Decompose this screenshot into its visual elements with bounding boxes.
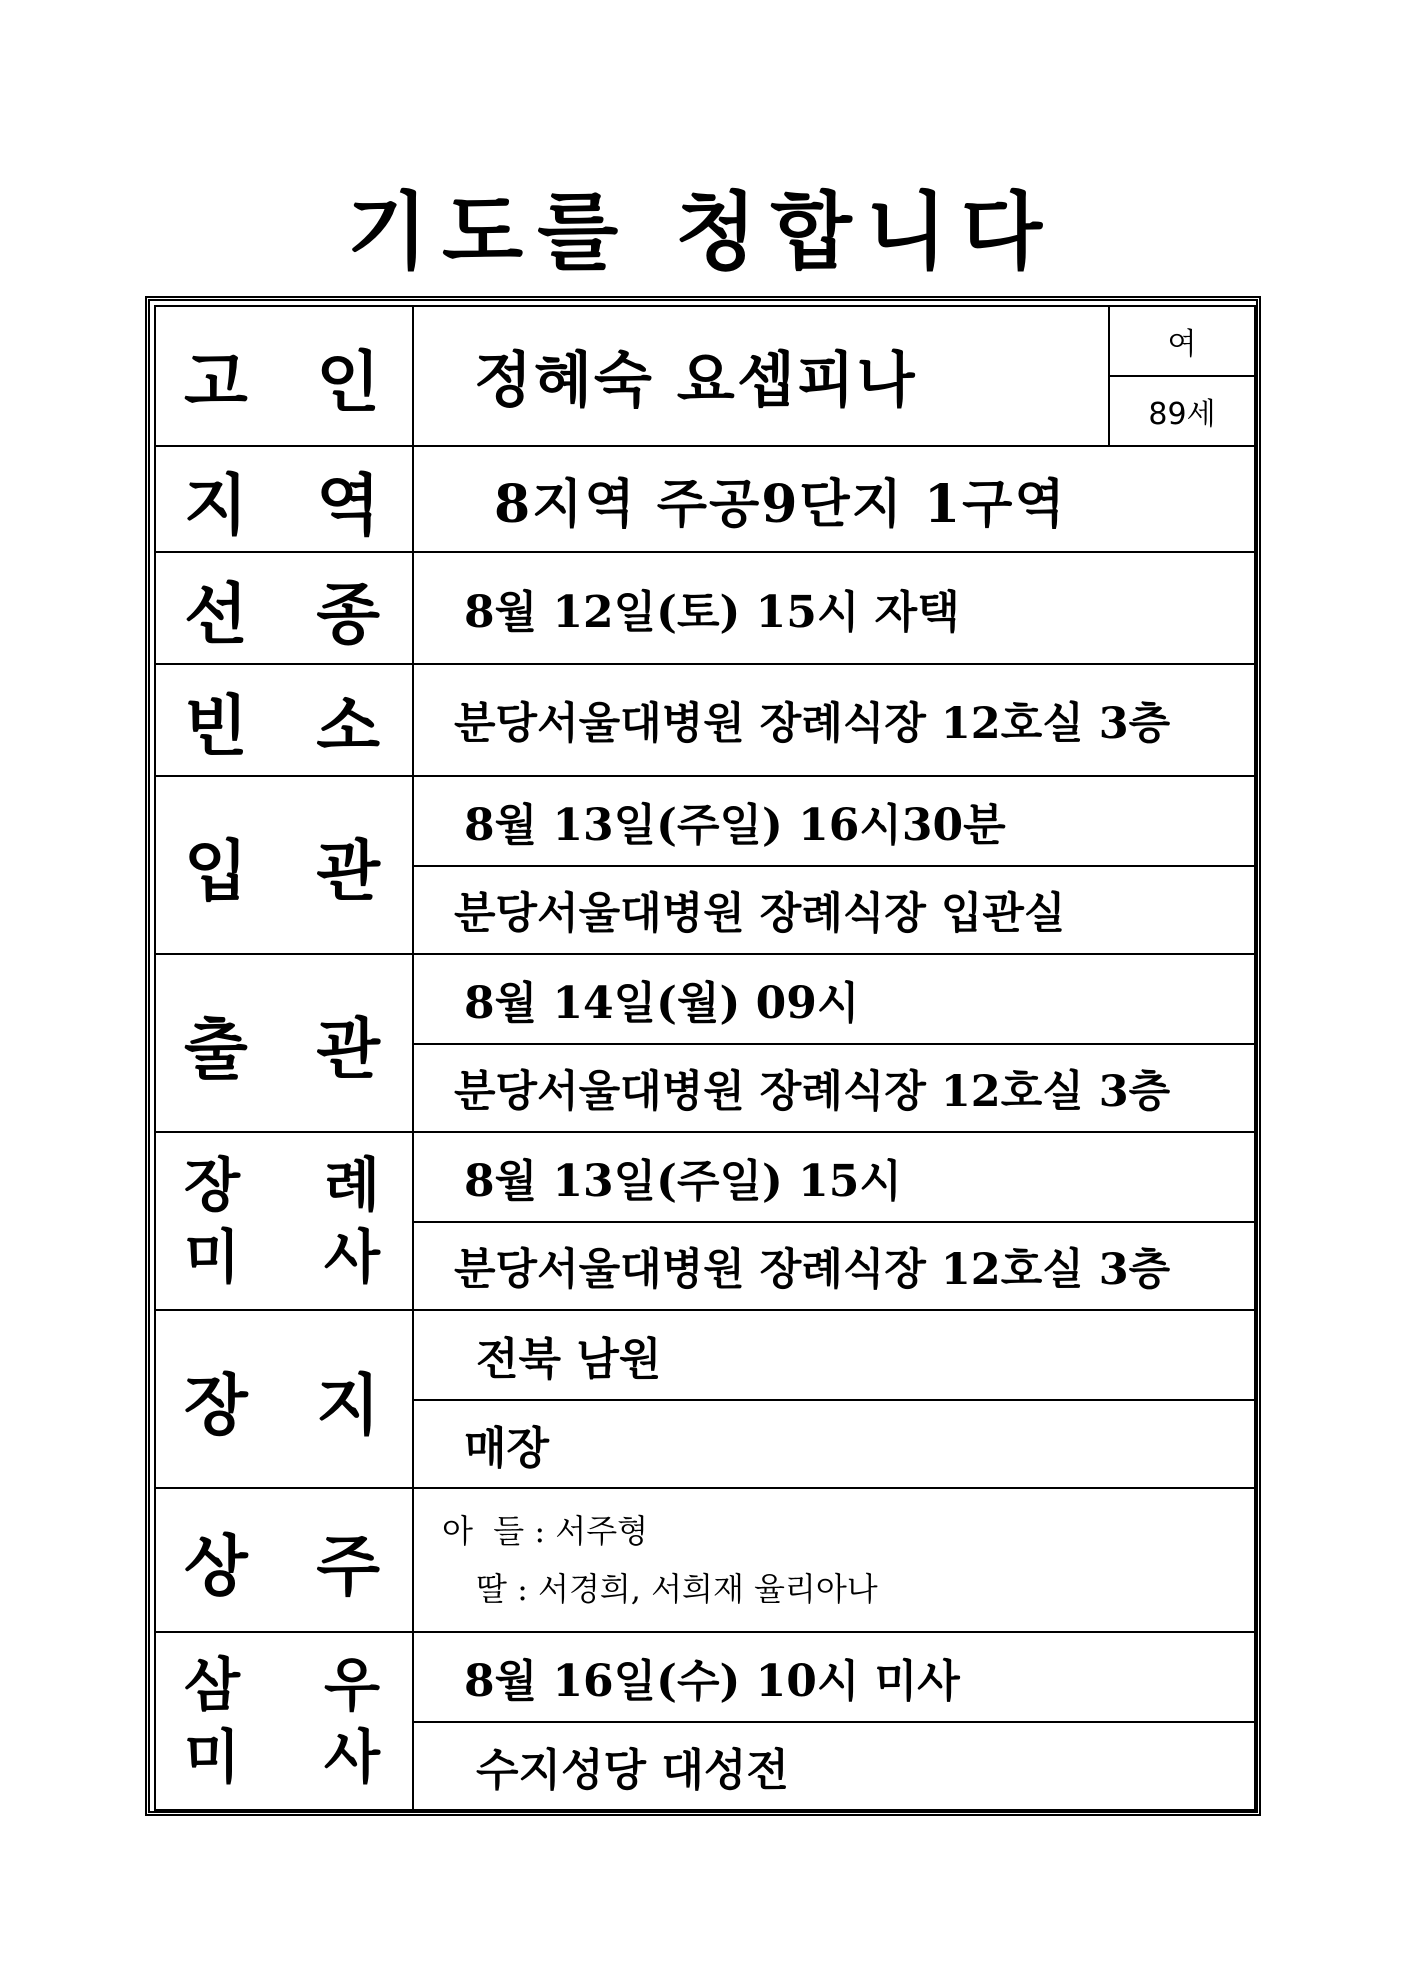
chief-mourners-label-char-1: 상 [184,1526,252,1605]
mortuary-label [154,663,414,777]
third-day-mass-label-char-2: 우 [323,1651,384,1719]
encoffin-time: 8월 13일(주일) 16시30분 [412,775,1256,867]
obituary-table [145,296,1261,1816]
chief-mourners-daughters: 딸 : 서경희, 서희재 율리아나 [476,1570,878,1608]
mortuary-label-char-1: 빈 [184,686,252,765]
burial-label-char-2: 지 [316,1365,384,1444]
burial-type: 매장 [412,1399,1256,1489]
burial-label-char-1: 장 [184,1365,252,1444]
third-day-mass-place: 수지성당 대성전 [412,1721,1256,1811]
third-day-mass-label-char-3: 미 [184,1723,245,1791]
deceased-gender: 여 [1108,305,1256,377]
funeral-mass-label-char-1: 장 [184,1151,245,1219]
deceased-label-char-2: 인 [316,342,384,421]
funeral-mass-label-char-2: 례 [323,1151,384,1219]
district-label-char-2: 역 [316,465,384,544]
encoffin-place: 분당서울대병원 장례식장 입관실 [412,865,1256,955]
chief-mourners-label-char-2: 주 [316,1526,384,1605]
burial-label [154,1309,414,1489]
encoffin-label [154,775,414,955]
district-value: 8지역 주공9단지 1구역 [412,445,1256,553]
burial-place: 전북 남원 [412,1309,1256,1401]
mortuary-label-char-2: 소 [316,686,384,765]
deceased-age: 89세 [1108,375,1256,447]
departure-time: 8월 14일(월) 09시 [412,953,1256,1045]
chief-mourners-label [154,1487,414,1633]
chief-mourners-list [412,1487,1256,1633]
funeral-mass-label-char-3: 미 [184,1223,245,1291]
departure-label [154,953,414,1133]
deceased-name: 정혜숙 요셉피나 [412,305,1110,447]
funeral-mass-place: 분당서울대병원 장례식장 12호실 3층 [412,1221,1256,1311]
third-day-mass-label-char-1: 삼 [184,1651,245,1719]
funeral-mass-label [154,1131,414,1311]
page-title: 기도를 청합니다 [346,182,1057,281]
district-label [154,445,414,553]
deceased-label-char-1: 고 [184,342,252,421]
death-label-char-1: 선 [184,574,252,653]
mortuary-value: 분당서울대병원 장례식장 12호실 3층 [412,663,1256,777]
chief-mourners-sons: 아 들 : 서주형 [442,1512,649,1550]
death-label-char-2: 종 [316,574,384,653]
third-day-mass-label [154,1631,414,1811]
departure-label-char-1: 출 [184,1009,252,1088]
death-value: 8월 12일(토) 15시 자택 [412,551,1256,665]
funeral-mass-label-char-4: 사 [323,1223,384,1291]
death-label [154,551,414,665]
departure-label-char-2: 관 [316,1009,384,1088]
departure-place: 분당서울대병원 장례식장 12호실 3층 [412,1043,1256,1133]
deceased-label [154,305,414,447]
encoffin-label-char-2: 관 [316,831,384,910]
third-day-mass-label-char-4: 사 [323,1723,384,1791]
district-label-char-1: 지 [184,465,252,544]
encoffin-label-char-1: 입 [184,831,252,910]
third-day-mass-time: 8월 16일(수) 10시 미사 [412,1631,1256,1723]
funeral-mass-time: 8월 13일(주일) 15시 [412,1131,1256,1223]
